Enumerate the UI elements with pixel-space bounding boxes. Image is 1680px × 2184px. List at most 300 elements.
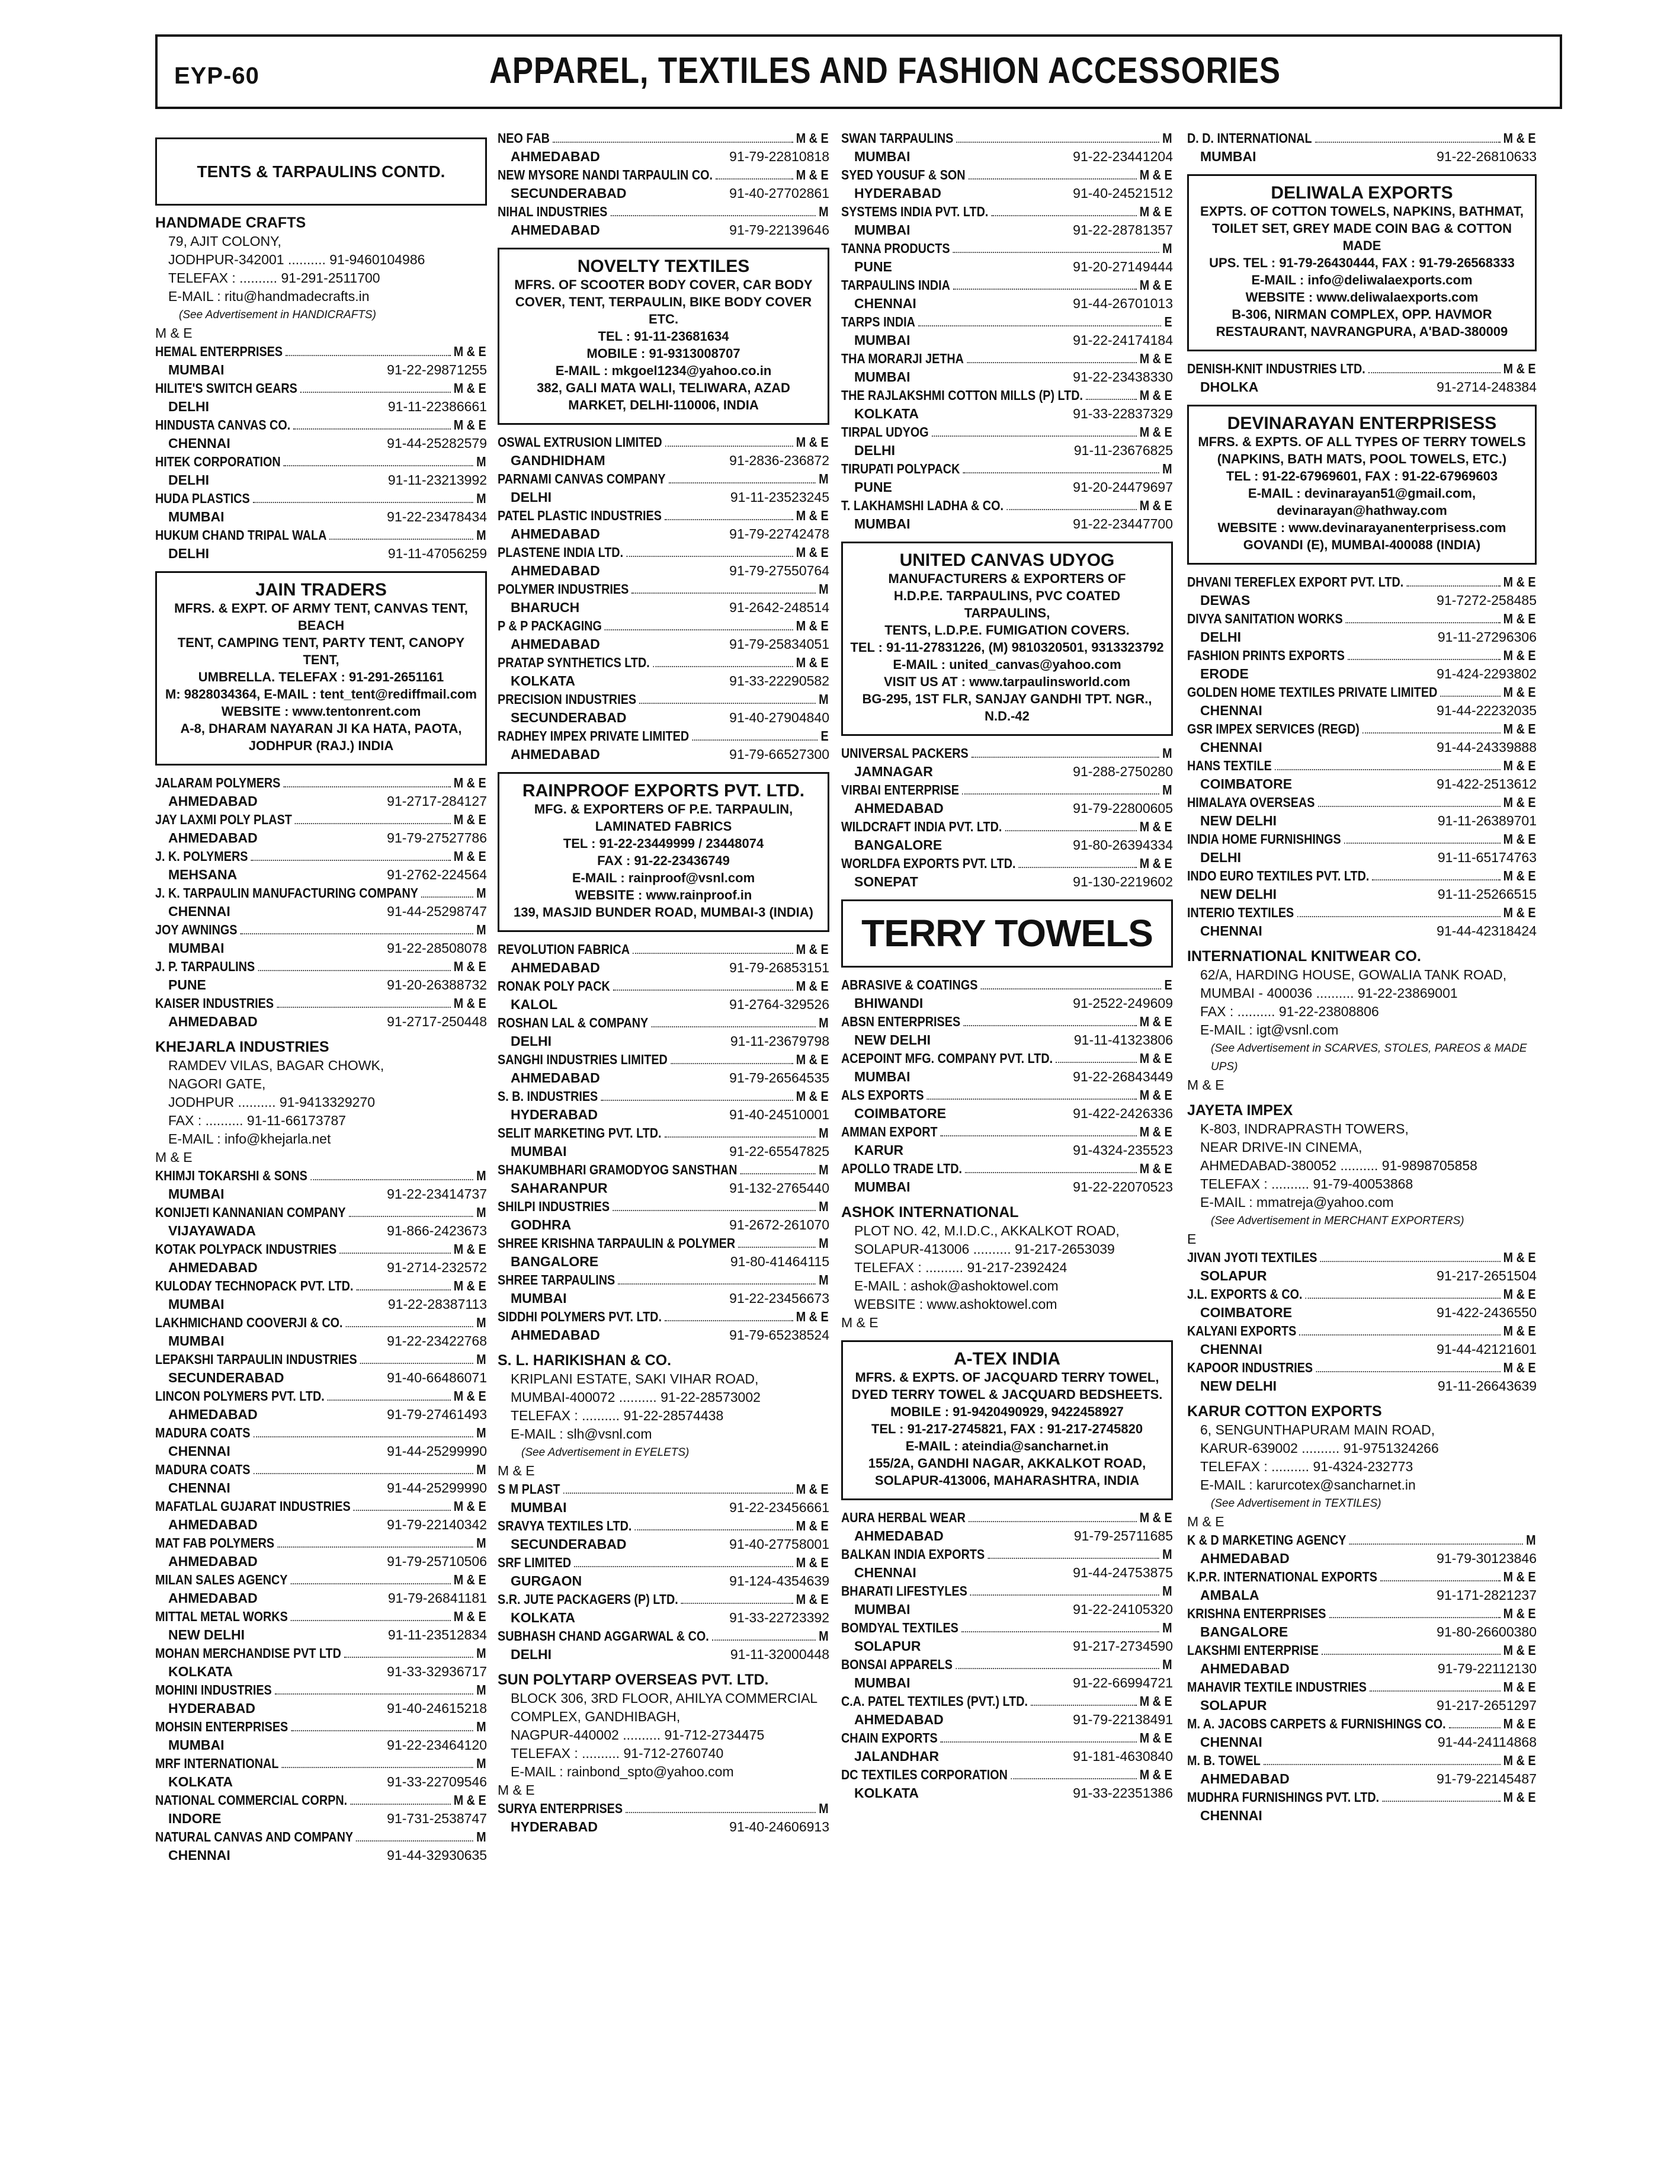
leader-dots xyxy=(1362,732,1500,734)
listing-group xyxy=(155,342,487,563)
company-name: MAFATLAL GUJARAT INDUSTRIES xyxy=(155,1498,351,1514)
listing-detailed: KHEJARLA INDUSTRIES RAMDEV VILAS, BAGAR CHOWK, NAGORI GATE, JODHPUR .......... 91-9413329270 FAX : .......... 91-11-66173787 E-MAIL : info@khejarla.net M & E xyxy=(155,1039,384,1165)
company-phone: 91-11-23676825 xyxy=(1073,443,1173,458)
company-phone: 91-44-25282579 xyxy=(387,435,487,451)
company-name: LINCON POLYMERS PVT. LTD. xyxy=(155,1388,325,1404)
leader-dots xyxy=(346,1325,473,1327)
company-phone: 91-80-26600380 xyxy=(1437,1624,1537,1639)
company-city: HYDERABAD xyxy=(168,1701,255,1716)
company-city: NEW DELHI xyxy=(1200,1378,1277,1394)
company-type-tag: M & E xyxy=(1139,856,1172,871)
company-type-tag: M xyxy=(819,1272,829,1288)
listing-group xyxy=(841,129,1173,533)
company-city: MUMBAI xyxy=(168,1186,225,1202)
company-type-tag: M & E xyxy=(796,618,829,633)
company-city: CHENNAI xyxy=(1200,739,1262,755)
listing-entry xyxy=(498,617,829,654)
company-name: BONSAI APPARELS xyxy=(841,1657,953,1672)
listing-group xyxy=(841,744,1173,891)
company-type-tag: M & E xyxy=(453,344,486,359)
listing-detailed: HANDMADE CRAFTS 79, AJIT COLONY, JODHPUR-342001 .......... 91-9460104986 TELEFAX : .......... 91-291-2511700 E-MAIL : ritu@handmadecrafts.in (See Advertisement in HANDICRAFTS) M & E xyxy=(155,214,425,341)
company-name: SHAKUMBHARI GRAMODYOG SANSTHAN xyxy=(498,1162,738,1177)
company-name: LEPAKSHI TARPAULIN INDUSTRIES xyxy=(155,1352,357,1367)
company-phone: 91-11-65174763 xyxy=(1437,850,1537,865)
leader-dots xyxy=(712,1639,816,1641)
company-phone: 91-7272-258485 xyxy=(1437,593,1537,608)
leader-dots xyxy=(932,435,1137,437)
company-type-tag: M xyxy=(819,581,829,597)
company-name: BHARATI LIFESTYLES xyxy=(841,1583,967,1599)
company-type-tag: M xyxy=(1162,1583,1172,1599)
company-type-tag: M xyxy=(1162,461,1172,476)
listing-entry xyxy=(498,1308,829,1344)
company-type-tag: M xyxy=(1162,130,1172,146)
listing-entry xyxy=(155,921,487,957)
company-city: DELHI xyxy=(511,1033,552,1049)
company-phone: 91-731-2538747 xyxy=(387,1811,487,1826)
company-phone: 91-22-29871255 xyxy=(387,362,487,377)
company-type-tag: M xyxy=(476,1682,486,1698)
listing-entry xyxy=(841,1013,1173,1049)
company-type-tag: M xyxy=(1526,1532,1536,1548)
company-type-tag: M xyxy=(819,1162,829,1177)
company-phone: 91-40-27758001 xyxy=(729,1536,829,1552)
listing-detailed: KARUR COTTON EXPORTS 6, SENGUNTHAPURAM MAIN ROAD, KARUR-639002 .......... 91-9751324266 TELEFAX : .......... 91-4324-232773 E-MAIL : karurcotex@sancharnet.in (See Advertisement in TEXTILES) M & E xyxy=(1187,1403,1439,1529)
leader-dots xyxy=(738,1246,816,1248)
company-city: DHOLKA xyxy=(1200,379,1259,395)
company-name: THE RAJLAKSHMI COTTON MILLS (P) LTD. xyxy=(841,388,1083,403)
company-phone: 91-40-66486071 xyxy=(387,1370,487,1385)
listing-entry xyxy=(498,470,829,507)
listing-entry xyxy=(498,1271,829,1308)
company-type-tag: M & E xyxy=(796,1481,829,1497)
company-name: INDIA HOME FURNISHINGS xyxy=(1187,831,1341,847)
listing-entry xyxy=(841,1619,1173,1655)
company-name: HEMAL ENTERPRISES xyxy=(155,344,283,359)
page-title: APPAREL, TEXTILES AND FASHION ACCESSORIES xyxy=(489,50,1281,91)
leader-dots xyxy=(293,428,450,430)
leader-dots xyxy=(1368,372,1501,373)
company-city: AHMEDABAD xyxy=(854,1712,944,1727)
leader-dots xyxy=(553,141,793,143)
company-type-tag: M & E xyxy=(1139,1051,1172,1066)
listing-entry xyxy=(155,1718,487,1754)
company-name: PARNAMI CANVAS COMPANY xyxy=(498,471,666,486)
company-type-tag: M & E xyxy=(453,380,486,396)
leader-dots xyxy=(681,1602,793,1604)
listing-entry xyxy=(498,1197,829,1234)
company-phone: 91-79-26853151 xyxy=(729,960,829,975)
leader-dots xyxy=(965,1171,1136,1173)
company-type-tag: M & E xyxy=(1139,1161,1172,1176)
company-city: MUMBAI xyxy=(854,222,910,238)
company-name: HUKUM CHAND TRIPAL WALA xyxy=(155,527,327,543)
leader-dots xyxy=(291,1583,451,1584)
company-type-tag: M & E xyxy=(796,978,829,994)
leader-dots xyxy=(563,1492,793,1494)
leader-dots xyxy=(651,1026,816,1027)
leader-dots xyxy=(626,1811,816,1813)
leader-dots xyxy=(692,739,817,741)
leader-dots xyxy=(969,1520,1136,1522)
company-name: VIRBAI ENTERPRISE xyxy=(841,782,959,798)
listing-entry xyxy=(498,203,829,239)
company-type-tag: M & E xyxy=(1503,721,1536,736)
company-name: HANS TEXTILE xyxy=(1187,758,1272,773)
company-name: M. A. JACOBS CARPETS & FURNISHINGS CO. xyxy=(1187,1716,1446,1731)
company-name: HUDA PLASTICS xyxy=(155,491,250,506)
leader-dots xyxy=(1370,1690,1500,1692)
listing-entry xyxy=(1187,1605,1537,1641)
company-type-tag: M & E xyxy=(796,655,829,670)
company-type-tag: M xyxy=(819,1235,829,1251)
company-name: ALS EXPORTS xyxy=(841,1087,924,1103)
listing-detailed: JAYETA IMPEX K-803, INDRAPRASTH TOWERS, NEAR DRIVE-IN CINEMA, AHMEDABAD-380052 .......... 91-9898705858 TELEFAX : .......... 91-79-40053868 E-MAIL : mmatreja@yahoo.com (See Advertisement in MERCHANT EXPORTERS) E xyxy=(1187,1102,1477,1247)
company-type-tag: M & E xyxy=(453,1572,486,1587)
leader-dots xyxy=(357,1289,451,1290)
company-phone: 91-2717-284127 xyxy=(387,793,487,809)
listing-entry xyxy=(841,1766,1173,1802)
company-phone: 91-33-22351386 xyxy=(1073,1785,1173,1801)
company-type-tag: M & E xyxy=(1139,1087,1172,1103)
company-name: SURYA ENTERPRISES xyxy=(498,1801,623,1816)
company-name: NEO FAB xyxy=(498,130,550,146)
company-phone: 91-80-41464115 xyxy=(730,1254,829,1269)
leader-dots xyxy=(611,214,816,216)
listing-group xyxy=(1187,360,1537,396)
company-name: LAKSHMI ENTERPRISE xyxy=(1187,1642,1319,1658)
company-name: JALARAM POLYMERS xyxy=(155,775,281,790)
listing-entry xyxy=(498,1234,829,1271)
company-phone: 91-11-25266515 xyxy=(1437,886,1537,902)
company-phone: 91-22-28387113 xyxy=(387,1296,487,1312)
leader-dots xyxy=(665,1320,793,1321)
listing-entry xyxy=(841,203,1173,239)
company-phone: 91-422-2436550 xyxy=(1437,1305,1537,1320)
company-city: COIMBATORE xyxy=(1200,1305,1293,1320)
listing-entry xyxy=(155,489,487,526)
company-name: HILITE'S SWITCH GEARS xyxy=(155,380,297,396)
company-city: KALOL xyxy=(511,997,558,1012)
company-phone: 91-44-25298747 xyxy=(387,904,487,919)
leader-dots xyxy=(633,952,793,954)
company-phone: 91-44-25299990 xyxy=(387,1480,487,1496)
listing-entry xyxy=(155,1424,487,1461)
company-city: AMBALA xyxy=(1200,1587,1259,1603)
company-name: S. B. INDUSTRIES xyxy=(498,1088,598,1104)
company-type-tag: M xyxy=(476,885,486,901)
listing-entry xyxy=(841,1049,1173,1086)
company-phone: 91-79-25834051 xyxy=(729,636,829,652)
company-city: AHMEDABAD xyxy=(854,800,944,816)
company-type-tag: M xyxy=(476,1829,486,1844)
listing-entry xyxy=(155,774,487,811)
leader-dots xyxy=(1264,1763,1501,1765)
company-phone: 91-2714-232572 xyxy=(387,1260,487,1275)
company-type-tag: M & E xyxy=(796,1309,829,1324)
company-city: CHENNAI xyxy=(1200,1341,1262,1357)
company-phone: 91-11-26643639 xyxy=(1437,1378,1537,1394)
company-name: KOTAK POLYPACK INDUSTRIES xyxy=(155,1241,337,1257)
leader-dots xyxy=(284,465,473,466)
company-city: MUMBAI xyxy=(168,509,225,524)
company-name: APOLLO TRADE LTD. xyxy=(841,1161,963,1176)
leader-dots xyxy=(300,391,451,393)
company-phone: 91-79-22810818 xyxy=(729,149,829,164)
company-city: HYDERABAD xyxy=(511,1819,598,1834)
company-type-tag: M & E xyxy=(796,1518,829,1533)
company-phone: 91-22-23464120 xyxy=(387,1737,487,1753)
page-code: EYP-60 xyxy=(174,63,259,89)
listing-entry xyxy=(1187,1285,1537,1322)
company-city: AHMEDABAD xyxy=(168,830,258,846)
company-city: SOLAPUR xyxy=(1200,1268,1267,1283)
company-phone: 91-22-26843449 xyxy=(1073,1069,1173,1084)
company-city: JAMNAGAR xyxy=(854,764,933,779)
company-type-tag: M & E xyxy=(1503,758,1536,773)
listing-group xyxy=(1187,1248,1537,1395)
company-name: PLASTENE INDIA LTD. xyxy=(498,545,624,560)
company-city: CHENNAI xyxy=(168,1480,230,1496)
company-type-tag: M & E xyxy=(453,812,486,827)
company-phone: 91-424-2293802 xyxy=(1437,666,1537,681)
company-name: BALKAN INDIA EXPORTS xyxy=(841,1546,985,1562)
company-type-tag: M & E xyxy=(1139,1767,1172,1782)
listing-group xyxy=(841,1509,1173,1802)
leader-dots xyxy=(277,1546,473,1548)
company-phone: 91-22-23438330 xyxy=(1073,369,1173,385)
leader-dots xyxy=(354,1509,451,1511)
section-continued-label: TENTS & TARPAULINS CONTD. xyxy=(155,137,487,206)
company-phone: 91-79-65238524 xyxy=(729,1327,829,1343)
company-type-tag: M & E xyxy=(1503,1286,1536,1302)
company-city: COIMBATORE xyxy=(854,1106,947,1121)
company-type-tag: M xyxy=(476,1719,486,1734)
company-city: KARUR xyxy=(854,1142,904,1158)
company-type-tag: M xyxy=(476,454,486,469)
listing-entry xyxy=(1187,1715,1537,1751)
listing-entry xyxy=(1187,757,1537,793)
company-city: AHMEDABAD xyxy=(511,526,600,542)
company-name: CHAIN EXPORTS xyxy=(841,1730,938,1746)
listing-entry xyxy=(1187,1568,1537,1605)
company-city: AHMEDABAD xyxy=(511,747,600,762)
leader-dots xyxy=(282,1766,473,1768)
leader-dots xyxy=(1346,622,1501,623)
company-city: SECUNDERABAD xyxy=(511,185,627,201)
listing-entry xyxy=(1187,1678,1537,1715)
listing-entry xyxy=(155,1644,487,1681)
listing-entry xyxy=(155,416,487,453)
company-type-tag: M xyxy=(1162,782,1172,798)
company-name: MAT FAB POLYMERS xyxy=(155,1535,275,1551)
listing-entry xyxy=(155,1167,487,1203)
company-phone: 91-44-24339888 xyxy=(1437,739,1537,755)
leader-dots xyxy=(631,592,816,594)
company-phone: 91-22-28781357 xyxy=(1073,222,1173,238)
company-name: J. K. TARPAULIN MANUFACTURING COMPANY xyxy=(155,885,418,901)
company-type-tag: M & E xyxy=(796,1088,829,1104)
listing-detailed: SUN POLYTARP OVERSEAS PVT. LTD. BLOCK 306, 3RD FLOOR, AHILYA COMMERCIAL COMPLEX, GANDHIBAGH, NAGPUR-440002 .......... 91-712-2734475 TELEFAX : .......... 91-712-2760740 E-MAIL : rainbond_spto@yahoo.com M & E xyxy=(498,1671,818,1798)
company-city: PUNE xyxy=(854,259,892,274)
company-phone: 91-2762-224564 xyxy=(387,867,487,882)
leader-dots xyxy=(626,555,793,557)
company-name: AURA HERBAL WEAR xyxy=(841,1510,966,1525)
company-type-tag: M & E xyxy=(1503,1642,1536,1658)
leader-dots xyxy=(330,538,473,540)
listing-entry xyxy=(498,654,829,690)
company-phone: 91-22-23441204 xyxy=(1073,149,1173,164)
company-city: AHMEDABAD xyxy=(511,1070,600,1085)
company-city: MUMBAI xyxy=(854,369,910,385)
listing-entry xyxy=(155,994,487,1031)
company-city: DELHI xyxy=(168,472,209,488)
company-type-tag: M & E xyxy=(1139,1693,1172,1709)
company-type-tag: M & E xyxy=(453,775,486,790)
leader-dots xyxy=(927,1098,1137,1100)
company-city: CHENNAI xyxy=(168,904,230,919)
company-name: TANNA PRODUCTS xyxy=(841,241,950,256)
company-type-tag: M & E xyxy=(1503,905,1536,920)
company-city: MUMBAI xyxy=(854,1179,910,1195)
company-phone: 91-2672-261070 xyxy=(729,1217,829,1232)
company-city: AHMEDABAD xyxy=(168,793,258,809)
listing-entry xyxy=(841,1160,1173,1196)
company-name: WORLDFA EXPORTS PVT. LTD. xyxy=(841,856,1016,871)
leader-dots xyxy=(1449,1727,1501,1728)
listing-entry xyxy=(155,1754,487,1791)
company-name: RADHEY IMPEX PRIVATE LIMITED xyxy=(498,728,690,744)
listing-group xyxy=(498,433,829,764)
company-type-tag: M & E xyxy=(1503,1569,1536,1584)
company-type-tag: M xyxy=(476,527,486,543)
company-name: PATEL PLASTIC INDUSTRIES xyxy=(498,508,662,523)
leader-dots xyxy=(254,1436,473,1437)
company-type-tag: M & E xyxy=(1139,1510,1172,1525)
company-name: T. LAKHAMSHI LADHA & CO. xyxy=(841,498,1003,513)
company-phone: 91-22-23456673 xyxy=(729,1290,829,1306)
leader-dots xyxy=(665,445,793,447)
listing-entry xyxy=(155,1534,487,1571)
company-city: MUMBAI xyxy=(168,940,225,956)
leader-dots xyxy=(963,1024,1136,1026)
advert-box: NOVELTY TEXTILES MFRS. OF SCOOTER BODY COVER, CAR BODY COVER, TENT, TERPAULIN, BIKE BODY COVER ETC. TEL : 91-11-23681634 MOBILE : 91-9313008707 E-MAIL : mkgoel1234@yahoo.co.in 382, GALI MATA WALI, TELIWARA, AZAD MARKET, DELHI-110006, INDIA xyxy=(498,248,829,425)
company-type-tag: M & E xyxy=(1503,611,1536,626)
listing-entry xyxy=(498,166,829,203)
listing-group xyxy=(155,1167,487,1865)
company-phone: 91-422-2426336 xyxy=(1073,1106,1173,1121)
listing-entry xyxy=(841,239,1173,276)
company-name: THA MORARJI JETHA xyxy=(841,351,964,366)
company-phone: 91-40-27702861 xyxy=(729,185,829,201)
company-phone: 91-80-26394334 xyxy=(1073,837,1173,853)
listing-entry xyxy=(155,1387,487,1424)
leader-dots xyxy=(1086,398,1136,400)
company-city: AHMEDABAD xyxy=(511,149,600,164)
company-phone: 91-40-27904840 xyxy=(729,710,829,725)
company-name: NATIONAL COMMERCIAL CORPN. xyxy=(155,1792,348,1808)
company-name: K & D MARKETING AGENCY xyxy=(1187,1532,1346,1548)
listing-entry xyxy=(155,957,487,994)
company-city: NEW DELHI xyxy=(854,1032,931,1048)
company-city: MUMBAI xyxy=(854,1602,910,1617)
company-phone: 91-44-24753875 xyxy=(1073,1565,1173,1580)
leader-dots xyxy=(1406,585,1500,587)
company-name: RONAK POLY PACK xyxy=(498,978,610,994)
leader-dots xyxy=(251,859,451,861)
leader-dots xyxy=(956,1667,1159,1669)
leader-dots xyxy=(350,1803,450,1805)
company-city: ERODE xyxy=(1200,666,1249,681)
company-type-tag: M xyxy=(476,1756,486,1771)
company-type-tag: M xyxy=(476,1645,486,1661)
advert-box: RAINPROOF EXPORTS PVT. LTD. MFG. & EXPORTERS OF P.E. TARPAULIN, LAMINATED FABRICS TEL : 91-22-23449999 / 23448074 FAX : 91-22-23436749 E-MAIL : rainproof@vsnl.com WEBSITE : www.rainproof.in 139, MASJID BUNDER ROAD, MUMBAI-3 (INDIA) xyxy=(498,772,829,932)
company-type-tag: M xyxy=(476,1168,486,1183)
leader-dots xyxy=(1275,768,1500,770)
company-type-tag: M & E xyxy=(796,942,829,957)
leader-dots xyxy=(988,1557,1159,1559)
company-phone: 91-2836-236872 xyxy=(729,453,829,468)
advert-box: A-TEX INDIA MFRS. & EXPTS. OF JACQUARD TERRY TOWEL, DYED TERRY TOWEL & JACQUARD BEDSHEETS. MOBILE : 91-9420490929, 9422458927 TEL : 91-217-2745821, FAX : 91-217-2745820 E-MAIL : ateindia@sancharnet.in 155/2A, GANDHI NAGAR, AKKALKOT ROAD, SOLAPUR-413006, MAHARASHTRA, INDIA xyxy=(841,1340,1173,1500)
company-type-tag: M & E xyxy=(1139,1124,1172,1139)
company-phone: 91-40-24615218 xyxy=(387,1701,487,1716)
company-name: INDO EURO TEXTILES PVT. LTD. xyxy=(1187,868,1370,883)
listing-entry xyxy=(841,1509,1173,1545)
listing-entry xyxy=(498,1051,829,1087)
listing-entry xyxy=(841,313,1173,350)
company-phone: 91-22-23456661 xyxy=(729,1500,829,1515)
company-type-tag: M & E xyxy=(453,1241,486,1257)
company-city: MUMBAI xyxy=(854,516,910,531)
listing-entry xyxy=(841,818,1173,854)
listing-entry xyxy=(1187,1751,1537,1788)
company-type-tag: M & E xyxy=(796,434,829,450)
listing-entry xyxy=(498,1590,829,1627)
leader-dots xyxy=(1382,1800,1500,1802)
company-city: BANGALORE xyxy=(1200,1624,1288,1639)
company-phone: 91-20-26388732 xyxy=(387,977,487,992)
listing-entry xyxy=(498,1480,829,1517)
company-phone: 91-866-2423673 xyxy=(387,1223,487,1238)
leader-dots xyxy=(1019,866,1137,868)
advert-box: UNITED CANVAS UDYOG MANUFACTURERS & EXPORTERS OF H.D.P.E. TARPAULINS, PVC COATED TARPAULINS, TENTS, L.D.P.E. FUMIGATION COVERS. TEL : 91-11-27831226, (M) 9810320501, 9313323792 E-MAIL : united_canvas@yahoo.com VISIT US AT : www.tarpaulinsworld.com BG-295, 1ST FLR, SANJAY GANDHI TPT. NGR., N.D.-42 xyxy=(841,542,1173,736)
company-phone: 91-22-23422768 xyxy=(387,1333,487,1349)
company-name: MADURA COATS xyxy=(155,1425,251,1440)
leader-dots xyxy=(275,1693,473,1695)
company-city: AHMEDABAD xyxy=(168,1517,258,1532)
listing-entry xyxy=(841,423,1173,460)
company-name: INTERIO TEXTILES xyxy=(1187,905,1294,920)
company-type-tag: M & E xyxy=(1139,424,1172,440)
listing-entry xyxy=(841,1086,1173,1123)
company-city: AHMEDABAD xyxy=(168,1260,258,1275)
listing-entry xyxy=(841,460,1173,497)
company-type-tag: M & E xyxy=(453,1498,486,1514)
listing-group xyxy=(155,774,487,1031)
leader-dots xyxy=(1056,1061,1136,1063)
listing-entry xyxy=(155,1497,487,1534)
leader-dots xyxy=(1441,695,1501,697)
leader-dots xyxy=(360,1362,473,1364)
leader-dots xyxy=(286,354,450,356)
company-phone: 91-79-26564535 xyxy=(729,1070,829,1085)
company-phone: 91-11-41323806 xyxy=(1073,1032,1173,1048)
company-type-tag: M & E xyxy=(453,959,486,974)
leader-dots xyxy=(669,482,816,483)
company-phone: 91-44-32930635 xyxy=(387,1847,487,1863)
company-phone: 91-79-30123846 xyxy=(1437,1551,1537,1566)
company-city: JALANDHAR xyxy=(854,1749,940,1764)
